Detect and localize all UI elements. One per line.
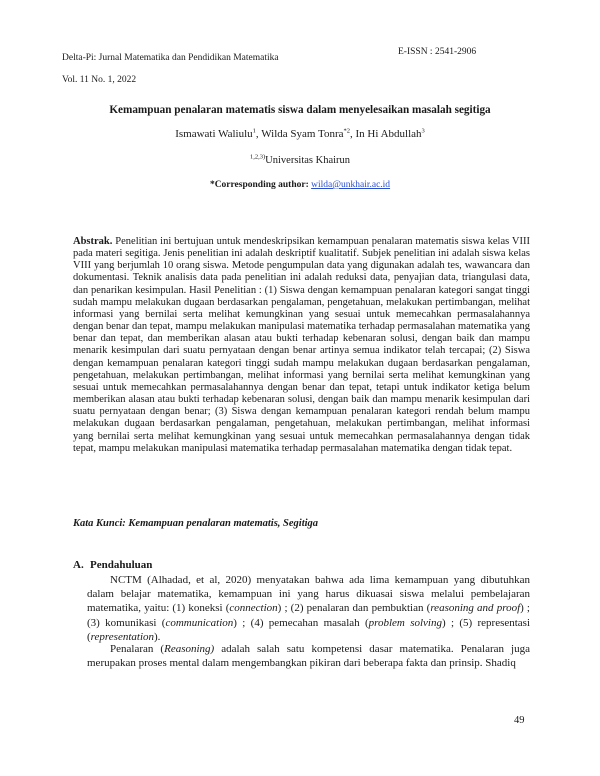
corresponding-separator: :	[305, 180, 312, 190]
italic-term: Reasoning)	[164, 643, 215, 655]
paragraph	[87, 573, 530, 644]
italic-term: communication	[165, 616, 234, 629]
author-separator: ,	[255, 128, 262, 140]
corresponding-author	[0, 180, 600, 190]
paragraph-text: ) ; (5) representasi (	[87, 616, 531, 643]
keywords: Kata Kunci: Kemampuan penalaran matematis, Segitiga	[73, 518, 319, 529]
affiliation	[0, 155, 600, 166]
italic-term: representation	[90, 630, 155, 643]
article-title: Kemampuan penalaran matematis siswa dalam menyelesaikan masalah segitiga	[109, 104, 491, 116]
author-sup: 1	[252, 127, 256, 135]
corresponding-email-link[interactable]: wilda@unkhair.ac.id	[311, 180, 391, 190]
section-title: Pendahuluan	[90, 559, 153, 571]
author-sup: 3	[421, 127, 425, 135]
page-number: 49	[514, 715, 525, 726]
italic-term: problem solving	[368, 616, 442, 629]
author-name: In Hi Abdullah	[355, 128, 422, 140]
paragraph	[87, 642, 530, 670]
affiliation-sup: 1,2,3)	[249, 153, 266, 161]
eissn: E-ISSN : 2541-2906	[398, 47, 477, 57]
affiliation-name: Universitas Khairun	[265, 155, 351, 166]
abstract-label: Abstrak.	[73, 236, 113, 247]
paragraph-text: ) ; (3) komunikasi (	[87, 602, 530, 629]
abstract	[73, 236, 530, 455]
author-sup: *2	[343, 127, 351, 135]
journal-name: Delta-Pi: Jurnal Matematika dan Pendidikan Matematika	[62, 53, 279, 63]
paragraph-text: ).	[154, 630, 161, 643]
paragraph-text: NCTM (Alhadad, et al, 2020) menyatakan bahwa ada lima kemampuan yang dibutuhkan dalam belajar matematika, kemampuan ini yang harus dikuasai siswa melalui pembelajaran matematika, yaitu: (1) koneksi (	[87, 574, 530, 615]
paragraph-text: Penalaran (	[110, 643, 165, 655]
section-number: A.	[73, 559, 84, 571]
author-name: Wilda Syam Tonra	[261, 128, 344, 140]
italic-term: connection	[229, 602, 278, 615]
author-name: Ismawati Waliulu	[175, 128, 253, 140]
volume-info: Vol. 11 No. 1, 2022	[62, 75, 137, 85]
paragraph-text: ) ; (4) pemecahan masalah (	[233, 616, 369, 629]
section-heading	[73, 559, 152, 571]
abstract-text: Penelitian ini bertujuan untuk mendeskripsikan kemampuan penalaran matematis siswa kelas VIII pada materi segitiga. Jenis penelitian ini adalah deskriptif kualitatif. Subjek penelitian ini adalah siswa kelas VIII yang berjumlah 10 orang siswa. Metode pengumpulan data yang digunakan adalah tes, wawancara dan dokumentasi. Teknik analisis data pada penelitian ini adalah reduksi data, penyajian data, triangulasi data, dan penarikan kesimpulan. Hasil Penelitian : (1) Siswa dengan kemampuan penalaran kategori sangat tinggi sudah mampu melakukan dugaan berdasarkan pengalaman, pengetahuan, melakukan pertimbangan, melihat informasi yang bernilai serta melihat kemungkinan yang sesuai untuk memecahkan permasalahannya dengan benar dan tepat, mampu melakukan manipulasi matematika terhadap permasalahan matematika yang benar dan tepat, dan memberikan alasan atau bukti terhadap kebenaran solusi, dengan baik dan mampu menarik kesimpulan dari suatu pernyataan dengan benar artinya semua indikator telah tercapai; (2) Siswa dengan kemampuan penalaran kategori tinggi sudah mampu melakukan dugaan berdasarkan pengalaman, pengetahuan, melakukan pertimbangan, melihat informasi yang bernilai serta melihat kemungkinan yang sesuai untuk memecahkan permasalahannya dengan benar dan tepat, tetapi untuk indikator ketiga belum memberikan alasan atau bukti terhadap kebenaran solusi, dengan baik dan mampu menarik kesimpulan dari suatu pernyataan dengan benar; (3) Siswa dengan kemampuan penalaran kategori rendah belum mampu melakukan dugaan berdasarkan pengalaman, pengetahuan, melakukan pertimbangan, melihat informasi yang bernilai serta melihat kemungkinan yang sesuai untuk memecahkan permasalahannya dengan tidak tepat, mampu melakukan manipulasi matematika terhadap permasalahan matematika dengan tidak tepat.	[73, 236, 530, 454]
italic-term: reasoning and proof	[430, 602, 521, 615]
paragraph-text: adalah salah satu kompetensi dasar matematika. Penalaran juga merupakan proses mental dalam mengembangkan pikiran dari beberapa fakta dan prinsip. Shadiq	[87, 643, 531, 670]
author-list	[0, 128, 600, 140]
author-separator: ,	[350, 128, 356, 140]
corresponding-label: *Corresponding author	[209, 180, 306, 190]
paragraph-text: ) ; (2) penalaran dan pembuktian (	[277, 602, 431, 615]
